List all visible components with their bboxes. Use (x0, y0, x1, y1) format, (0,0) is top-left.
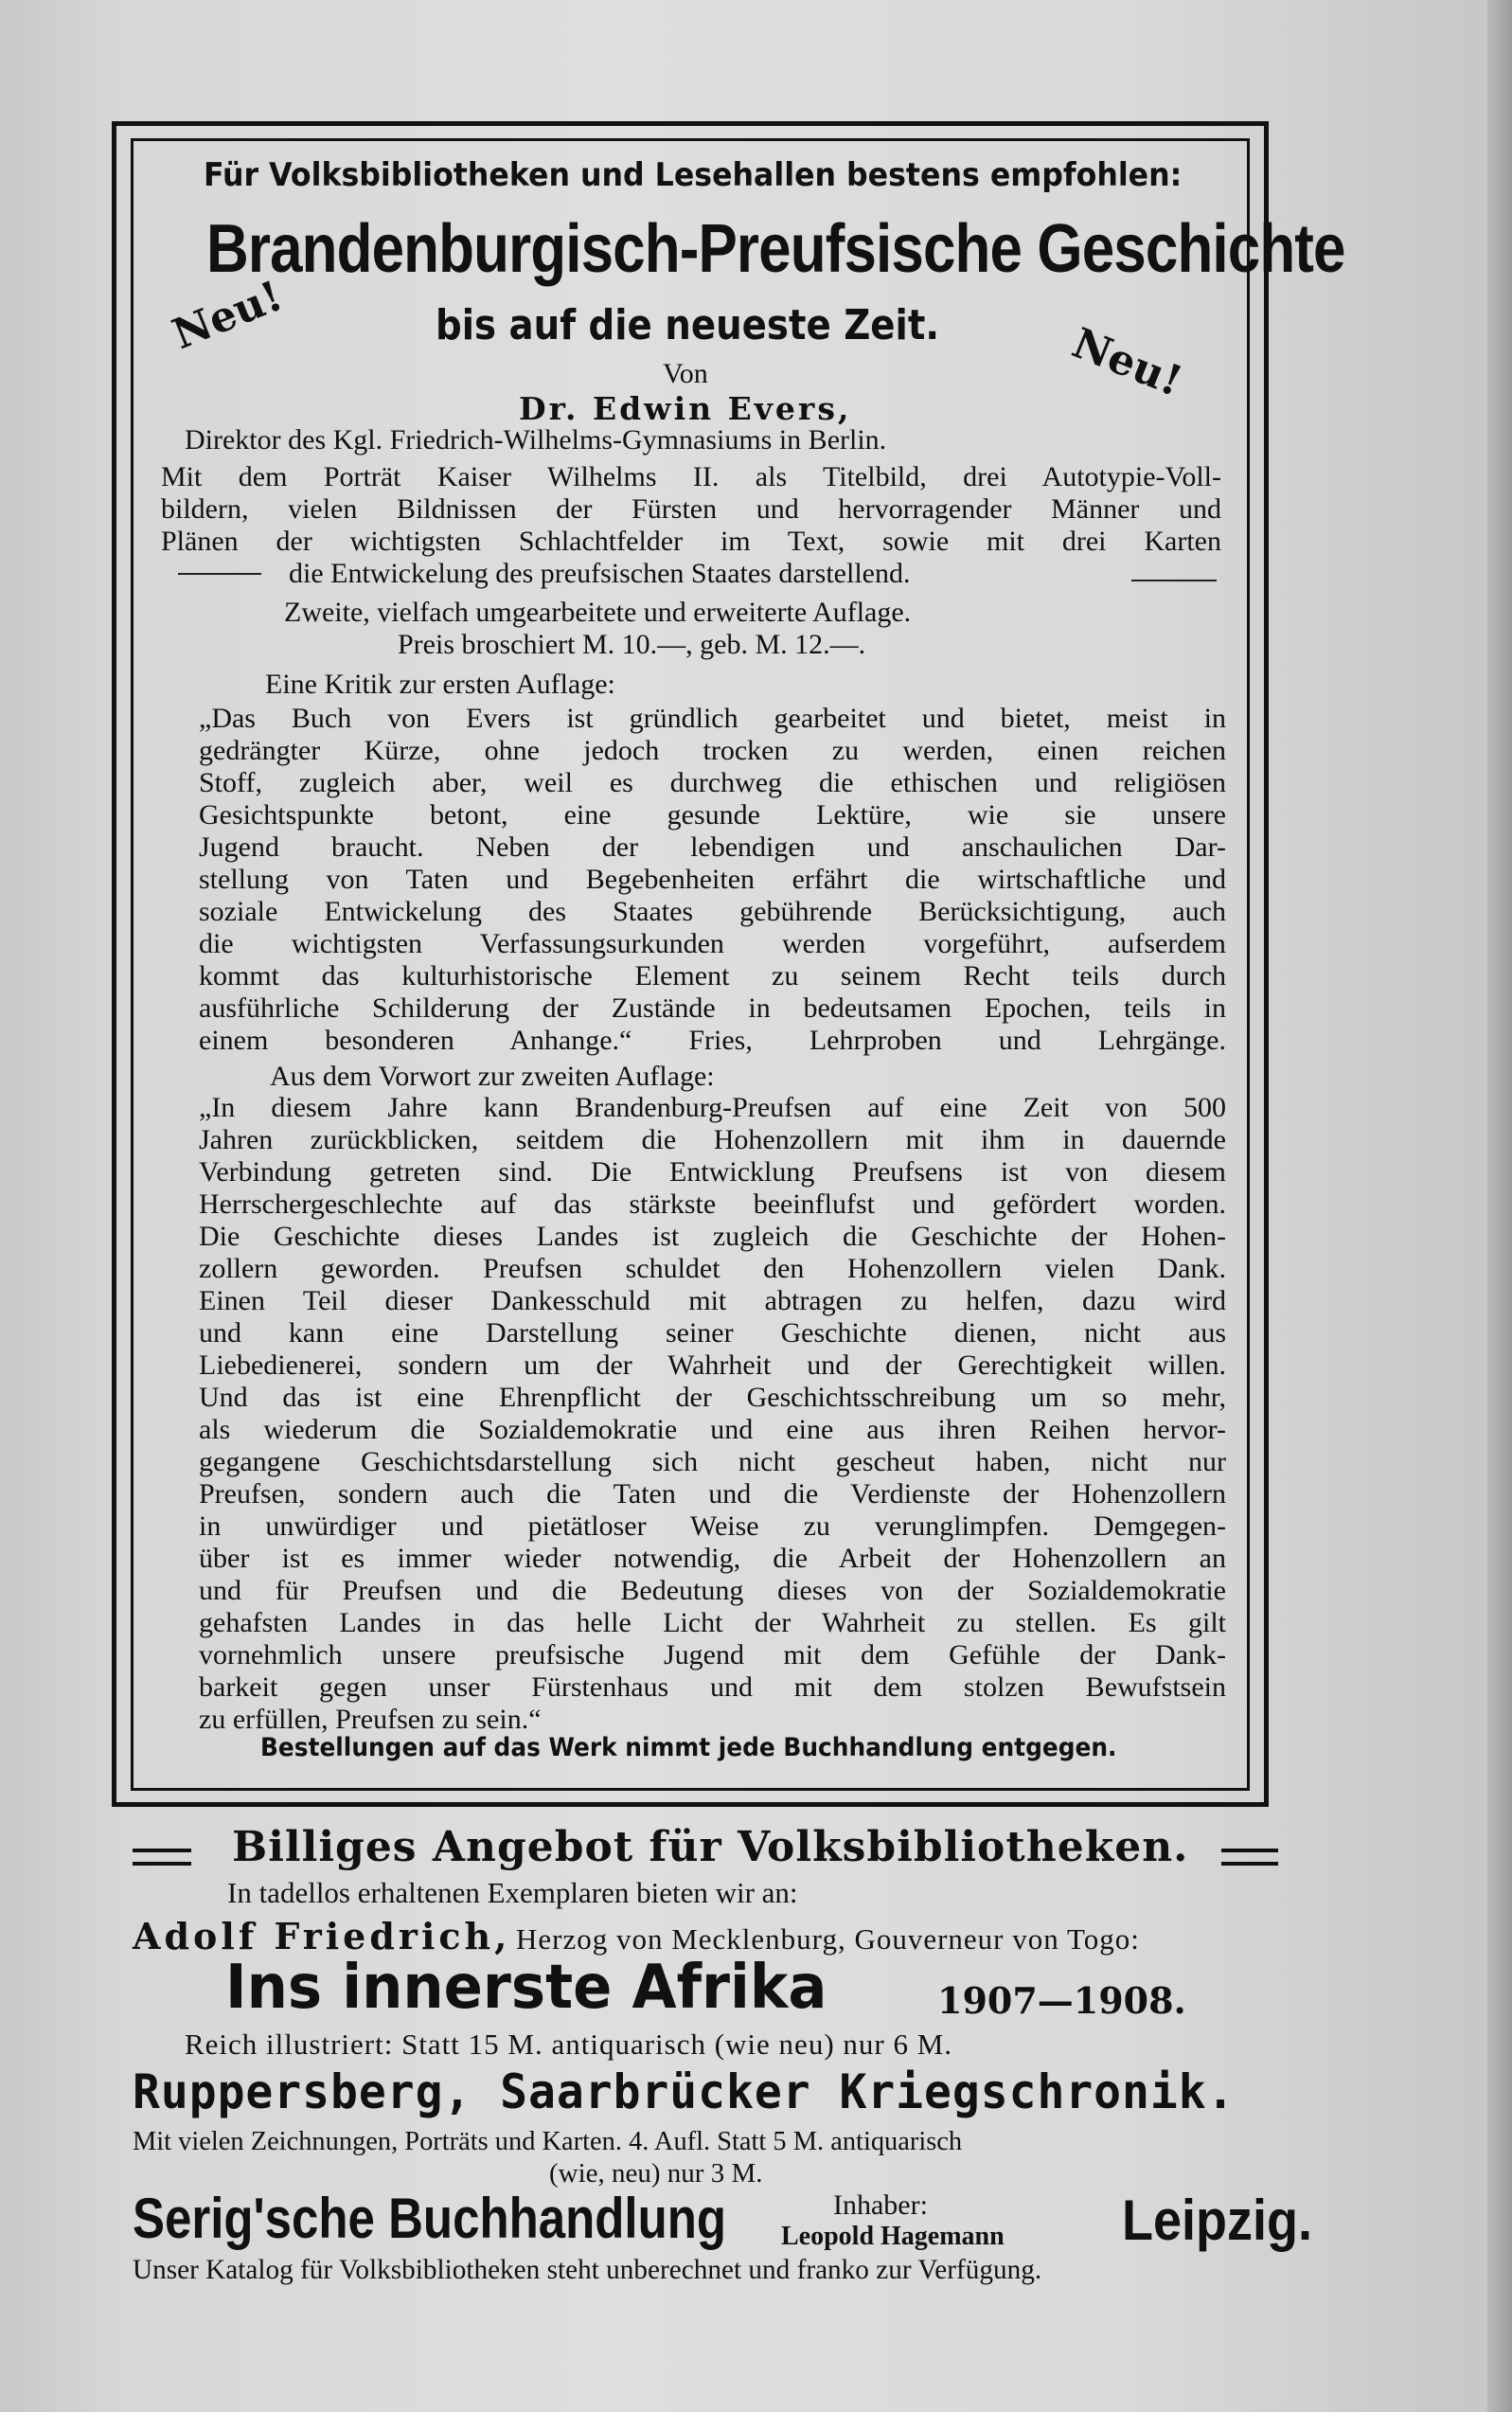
von-label: Von (663, 358, 708, 389)
price-line: Preis broschiert M. 10.—, geb. M. 12.—. (398, 629, 866, 660)
review-line: ausführliche Schilderung der Zustände in bedeutsamen Epochen, teils in (199, 992, 1226, 1024)
foreword-line: Preufsen, sondern auch die Taten und die Verdienste der Hohenzollern (199, 1478, 1226, 1510)
review-line: „Das Buch von Evers ist gründlich gearbeitet und bietet, meist in (199, 703, 1226, 734)
neu-badge-right: Neu! (1065, 318, 1189, 406)
review-line: Gesichtspunkte betont, eine gesunde Lektüre, wie sie unsere (199, 799, 1226, 831)
publisher-name: Serig'sche Buchhandlung (133, 2187, 727, 2250)
description-line-3: Plänen der wichtigsten Schlachtfelder im Text, sowie mit drei Karten (161, 526, 1221, 557)
heading-rule-left (133, 1849, 191, 1866)
foreword-line: Verbindung getreten sind. Die Entwicklung Preufsens ist von diesem (199, 1156, 1226, 1188)
foreword-line: gehafsten Landes in das helle Licht der Wahrheit zu stellen. Es gilt (199, 1607, 1226, 1638)
review-line: die wichtigsten Verfassungsurkunden werden vorgeführt, aufserdem (199, 928, 1226, 959)
neu-badge-left: Neu! (166, 272, 290, 360)
foreword-line: Und das ist eine Ehrenpflicht der Geschichtsschreibung um so mehr, (199, 1382, 1226, 1413)
review-heading: Eine Kritik zur ersten Auflage: (265, 669, 615, 700)
foreword-line: und für Preufsen und die Bedeutung dieses von der Sozialdemokratie (199, 1575, 1226, 1606)
review-line: Stoff, zugleich aber, weil es durchweg die ethischen und religiösen (199, 767, 1226, 798)
foreword-line: Herrschergeschlechte auf das stärkste beeinflufst und gefördert worden. (199, 1188, 1226, 1220)
review-line: kommt das kulturhistorische Element zu seinem Recht teils durch (199, 960, 1226, 992)
offer-intro: In tadellos erhaltenen Exemplaren bieten wir an: (227, 1876, 798, 1909)
offer-heading: Billiges Angebot für Volksbibliotheken. (232, 1823, 1189, 1871)
ornament-rule-left (178, 573, 261, 575)
foreword-heading: Aus dem Vorwort zur zweiten Auflage: (270, 1061, 715, 1092)
city-name: Leipzig. (1122, 2189, 1313, 2252)
foreword-line: „In diesem Jahre kann Brandenburg-Preufsen auf eine Zeit von 500 (199, 1092, 1226, 1123)
foreword-line: zu erfüllen, Preufsen zu sein.“ (199, 1704, 542, 1735)
author1-rest: Herzog von Mecklenburg, Gouverneur von Togo: (516, 1922, 1140, 1956)
heading-rule-right (1221, 1849, 1278, 1866)
author1-name: Adolf Friedrich, (133, 1915, 511, 1957)
ornament-rule-right (1131, 580, 1217, 581)
foreword-line: Einen Teil dieser Dankesschuld mit abtragen zu helfen, dazu wird (199, 1285, 1226, 1316)
foreword-line: Liebedienerei, sondern um der Wahrheit und der Gerechtigkeit willen. (199, 1349, 1226, 1381)
book1-offer: Reich illustriert: Statt 15 M. antiquarisch (wie neu) nur 6 M. (185, 2028, 953, 2061)
foreword-line: gegangene Geschichtsdarstellung sich nicht gescheut haben, nicht nur (199, 1446, 1226, 1477)
owner-name: Leopold Hagemann (781, 2222, 1005, 2251)
book1-years: 1907—1908. (937, 1979, 1186, 2022)
review-line: stellung von Taten und Begebenheiten erfährt die wirtschaftliche und (199, 864, 1226, 895)
foreword-line: als wiederum die Sozialdemokratie und eine aus ihren Reihen hervor- (199, 1414, 1226, 1445)
foreword-line: über ist es immer wieder notwendig, die Arbeit der Hohenzollern an (199, 1543, 1226, 1574)
recommendation-line: Für Volksbibliotheken und Lesehallen bestens empfohlen: (204, 156, 1183, 194)
edition-line: Zweite, vielfach umgearbeitete und erweiterte Auflage. (284, 597, 912, 628)
foreword-line: Jahren zurückblicken, seitdem die Hohenzollern mit ihm in dauernde (199, 1124, 1226, 1155)
book-subtitle: bis auf die neueste Zeit. (436, 301, 940, 349)
book2-offer-line1: Mit vielen Zeichnungen, Porträts und Karten. 4. Aufl. Statt 5 M. antiquarisch (133, 2126, 963, 2156)
review-line: gedrängter Kürze, ohne jedoch trocken zu werden, einen reichen (199, 735, 1226, 766)
review-line: Jugend braucht. Neben der lebendigen und anschaulichen Dar- (199, 831, 1226, 863)
book-title: Brandenburgisch-Preufsische Geschichte (206, 211, 1345, 287)
review-line: einem besonderen Anhange.“ Fries, Lehrproben und Lehrgänge. (199, 1025, 1226, 1056)
book2-title: Ruppersberg, Saarbrücker Kriegschronik. (133, 2064, 1236, 2119)
foreword-line: barkeit gegen unser Fürstenhaus und mit dem stolzen Bewufstsein (199, 1671, 1226, 1703)
order-note: Bestellungen auf das Werk nimmt jede Buchhandlung entgegen. (260, 1733, 1117, 1762)
description-line-1: Mit dem Porträt Kaiser Wilhelms II. als Titelbild, drei Autotypie-Voll- (161, 461, 1221, 492)
page-edge-shadow (1487, 0, 1512, 2412)
foreword-line: vornehmlich unsere preufsische Jugend mit dem Gefühle der Dank- (199, 1639, 1226, 1671)
foreword-line: zollern geworden. Preufsen schuldet den Hohenzollern vielen Dank. (199, 1253, 1226, 1284)
catalog-note: Unser Katalog für Volksbibliotheken steht unberechnet und franko zur Verfügung. (133, 2254, 1042, 2285)
review-line: soziale Entwickelung des Staates gebührende Berücksichtigung, auch (199, 896, 1226, 927)
foreword-line: in unwürdiger und pietätloser Weise zu verunglimpfen. Demgegen- (199, 1510, 1226, 1542)
foreword-line: und kann eine Darstellung seiner Geschichte dienen, nicht aus (199, 1317, 1226, 1349)
book1-title: Ins innerste Afrika (225, 1953, 827, 2023)
foreword-line: Die Geschichte dieses Landes ist zugleich die Geschichte der Hohen- (199, 1221, 1226, 1252)
description-line-2: bildern, vielen Bildnissen der Fürsten und hervorragender Männer und (161, 493, 1221, 525)
book2-offer-line2: (wie, neu) nur 3 M. (549, 2158, 763, 2189)
owner-label: Inhaber: (833, 2189, 928, 2221)
author-name: Dr. Edwin Evers, (519, 390, 852, 427)
author-role: Direktor des Kgl. Friedrich-Wilhelms-Gymnasiums in Berlin. (185, 424, 887, 456)
description-line-4: die Entwickelung des preufsischen Staates darstellend. (289, 558, 911, 589)
